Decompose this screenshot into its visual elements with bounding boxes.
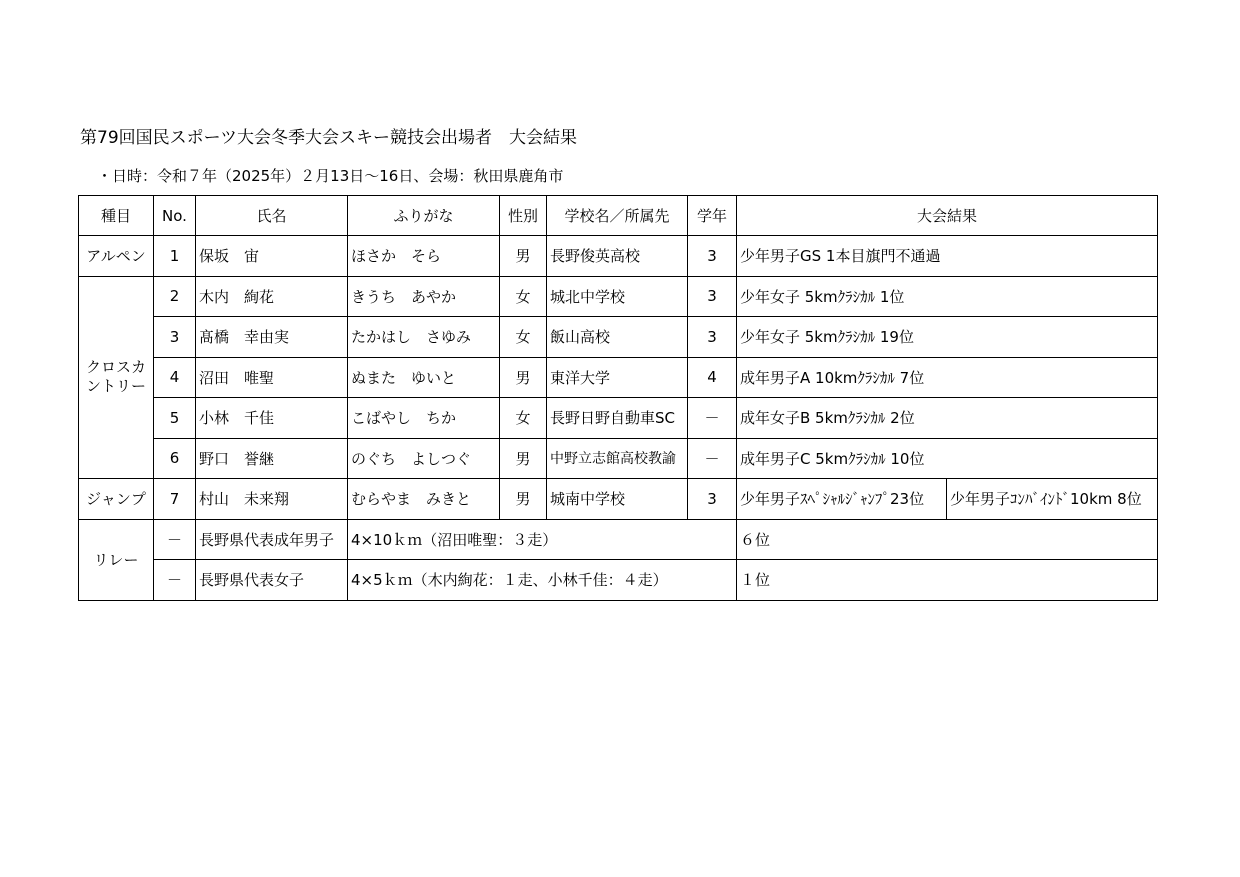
cell-team: 長野県代表女子 bbox=[196, 560, 348, 601]
cell-name: 村山 未来翔 bbox=[196, 479, 348, 520]
cell-sex: 女 bbox=[500, 317, 547, 358]
cell-no: 5 bbox=[154, 398, 196, 439]
header-event: 種目 bbox=[79, 196, 154, 236]
table-row bbox=[79, 438, 1158, 479]
cell-school: 東洋大学 bbox=[547, 357, 688, 398]
table-row bbox=[79, 398, 1158, 439]
category-relay: リレー bbox=[79, 519, 154, 600]
cell-grade: 3 bbox=[688, 236, 737, 277]
cell-result: 少年女子 5kmｸﾗｼｶﾙ 19位 bbox=[737, 317, 1158, 358]
cell-no: 4 bbox=[154, 357, 196, 398]
header-result: 大会結果 bbox=[737, 196, 1158, 236]
cell-no: － bbox=[154, 519, 196, 560]
cell-result: ６位 bbox=[737, 519, 1158, 560]
header-furigana: ふりがな bbox=[348, 196, 500, 236]
cell-school: 城北中学校 bbox=[547, 276, 688, 317]
cell-grade: 3 bbox=[688, 276, 737, 317]
category-alpine: アルペン bbox=[79, 236, 154, 277]
cell-school: 城南中学校 bbox=[547, 479, 688, 520]
header-no: No. bbox=[154, 196, 196, 236]
cell-relay-detail: 4×5ｋｍ（木内絢花：１走、小林千佳：４走） bbox=[348, 560, 737, 601]
cell-furigana: ほさか そら bbox=[348, 236, 500, 277]
table-row bbox=[79, 479, 1158, 520]
cell-sex: 男 bbox=[500, 236, 547, 277]
cell-grade: － bbox=[688, 398, 737, 439]
cell-school: 長野日野自動車SC bbox=[547, 398, 688, 439]
relay-row bbox=[79, 560, 1158, 601]
cell-sex: 男 bbox=[500, 438, 547, 479]
cell-no: 1 bbox=[154, 236, 196, 277]
cell-team: 長野県代表成年男子 bbox=[196, 519, 348, 560]
cell-no: 6 bbox=[154, 438, 196, 479]
cell-result: １位 bbox=[737, 560, 1158, 601]
cell-sex: 男 bbox=[500, 357, 547, 398]
results-table bbox=[78, 195, 1158, 601]
table-row bbox=[79, 317, 1158, 358]
cell-result: 少年男子ｽﾍﾟｼｬﾙｼﾞｬﾝﾌﾟ23位 bbox=[737, 479, 947, 520]
cell-name: 保坂 宙 bbox=[196, 236, 348, 277]
cell-result: 成年男子C 5kmｸﾗｼｶﾙ 10位 bbox=[737, 438, 1158, 479]
cell-no: 2 bbox=[154, 276, 196, 317]
cell-result-2: 少年男子ｺﾝﾊﾞｲﾝﾄﾞ10km 8位 bbox=[947, 479, 1158, 520]
table-row bbox=[79, 357, 1158, 398]
table-row bbox=[79, 276, 1158, 317]
cell-grade: 3 bbox=[688, 317, 737, 358]
cell-grade: 3 bbox=[688, 479, 737, 520]
header-grade: 学年 bbox=[688, 196, 737, 236]
cell-no: 7 bbox=[154, 479, 196, 520]
cell-grade: 4 bbox=[688, 357, 737, 398]
header-school: 学校名／所属先 bbox=[547, 196, 688, 236]
cell-furigana: きうち あやか bbox=[348, 276, 500, 317]
cell-furigana: ぬまた ゆいと bbox=[348, 357, 500, 398]
category-cross-country: クロスカントリー bbox=[79, 276, 154, 479]
relay-row bbox=[79, 519, 1158, 560]
cell-no: 3 bbox=[154, 317, 196, 358]
cell-school: 中野立志館高校教諭 bbox=[547, 438, 688, 479]
cell-result: 成年女子B 5kmｸﾗｼｶﾙ 2位 bbox=[737, 398, 1158, 439]
cell-furigana: むらやま みきと bbox=[348, 479, 500, 520]
cell-sex: 女 bbox=[500, 276, 547, 317]
cell-name: 髙橋 幸由実 bbox=[196, 317, 348, 358]
header-sex: 性別 bbox=[500, 196, 547, 236]
cell-name: 小林 千佳 bbox=[196, 398, 348, 439]
page-title: 第79回国民スポーツ大会冬季大会スキー競技会出場者 大会結果 bbox=[80, 128, 577, 148]
cell-name: 野口 誉継 bbox=[196, 438, 348, 479]
cell-school: 長野俊英高校 bbox=[547, 236, 688, 277]
cell-result: 成年男子A 10kmｸﾗｼｶﾙ 7位 bbox=[737, 357, 1158, 398]
cell-furigana: のぐち よしつぐ bbox=[348, 438, 500, 479]
cell-result: 少年女子 5kmｸﾗｼｶﾙ 1位 bbox=[737, 276, 1158, 317]
category-jump: ジャンプ bbox=[79, 479, 154, 520]
cell-sex: 女 bbox=[500, 398, 547, 439]
cell-furigana: こばやし ちか bbox=[348, 398, 500, 439]
cell-school: 飯山高校 bbox=[547, 317, 688, 358]
header-name: 氏名 bbox=[196, 196, 348, 236]
cell-furigana: たかはし さゆみ bbox=[348, 317, 500, 358]
cell-name: 木内 絢花 bbox=[196, 276, 348, 317]
cell-relay-detail: 4×10ｋｍ（沼田唯聖：３走） bbox=[348, 519, 737, 560]
cell-grade: － bbox=[688, 438, 737, 479]
event-info: ・日時：令和７年（2025年）２月13日～16日、会場：秋田県鹿角市 bbox=[97, 167, 564, 185]
cell-sex: 男 bbox=[500, 479, 547, 520]
header-row bbox=[79, 196, 1158, 236]
cell-no: － bbox=[154, 560, 196, 601]
table-row bbox=[79, 236, 1158, 277]
cell-name: 沼田 唯聖 bbox=[196, 357, 348, 398]
cell-result: 少年男子GS 1本目旗門不通過 bbox=[737, 236, 1158, 277]
